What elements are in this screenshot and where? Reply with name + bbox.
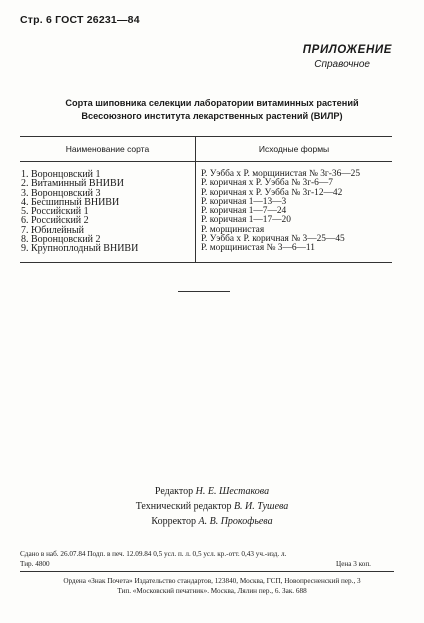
editor-line	[0, 486, 424, 497]
appendix-title: ПРИЛОЖЕНИЕ	[302, 44, 392, 56]
table-row-name: 1. Воронцовский 1	[21, 169, 101, 180]
column-header-forms: Исходные формы	[258, 144, 330, 154]
table-row-forms: Р. коричная х Р. Уэбба № 3г-6—7	[201, 178, 333, 189]
table-row-forms: Р. Уэбба х Р. коричная № 3—25—45	[201, 234, 345, 245]
table-bottom-rule	[20, 262, 392, 263]
tech-editor-label: Технический редактор	[135, 501, 232, 512]
table-column-divider	[195, 136, 196, 263]
table-row-forms: Р. Уэбба х Р. морщинистая № 3г-36—25	[201, 169, 361, 179]
table-row-forms: Р. морщинистая	[201, 224, 265, 235]
column-header-variety: Наименование сорта	[65, 144, 150, 154]
table-row-name: 9. Крупноплодный ВНИВИ	[21, 243, 139, 255]
table-row-name: 8. Воронцовский 2	[21, 234, 101, 246]
corrector-line	[0, 516, 424, 527]
printer-line: Тип. «Московский печатник». Москва, Лялин пер., 6. Зак. 688	[117, 587, 307, 595]
table-row-forms: Р. морщинистая № 3—6—11	[201, 243, 315, 254]
table-row-name: 3. Воронцовский 3	[21, 187, 101, 199]
corrector-name: А. В. Прокофьева	[198, 516, 273, 527]
table-row-name: 7. Юбилейный	[21, 224, 84, 236]
tech-editor-name: В. И. Тушева	[233, 501, 289, 512]
variety-names-column	[21, 170, 193, 254]
publisher-line: Ордена «Знак Почета» Издательство стандартов, 123840, Москва, ГСП, Новопресненский пер., 3	[63, 577, 361, 585]
table-row-name: 4. Бесшипный ВНИВИ	[21, 196, 120, 208]
table-row-forms: Р. коричная 1—13—3	[201, 196, 287, 207]
tech-editor-line	[0, 501, 424, 512]
document-title-line1: Сорта шиповника селекции лаборатории витаминных растений	[65, 98, 359, 108]
corrector-label: Корректор	[151, 516, 196, 527]
table-top-rule	[20, 136, 392, 137]
table-row-forms: Р. коричная х Р. Уэбба № 3г-12—42	[201, 187, 343, 198]
source-forms-column	[201, 170, 393, 254]
section-separator	[178, 291, 230, 292]
imprint-circulation: Тир. 4800	[20, 560, 50, 568]
imprint-price: Цена 3 коп.	[336, 560, 371, 568]
page-header: Стр. 6 ГОСТ 26231—84	[20, 14, 140, 26]
table-row-forms: Р. коричная 1—7—24	[201, 206, 287, 217]
table-row-name: 2. Витаминный ВНИВИ	[21, 178, 124, 190]
table-row-name: 5. Российский 1	[21, 206, 89, 218]
table-row-forms: Р. коричная 1—17—20	[201, 215, 291, 226]
table-header-rule	[20, 161, 392, 162]
varieties-table	[20, 136, 392, 263]
footer-rule	[20, 571, 394, 572]
editor-label: Редактор	[154, 486, 194, 497]
appendix-subtitle: Справочное	[314, 59, 370, 70]
document-title-line2: Всесоюзного института лекарственных растений (ВИЛР)	[81, 111, 343, 121]
imprint-line1: Сдано в наб. 26.07.84 Подп. в печ. 12.09.84 0,5 усл. п. л. 0,5 усл. кр.-отт. 0,43 уч.-изд. л.	[20, 550, 287, 558]
table-row-name: 6. Российский 2	[21, 215, 89, 227]
editor-name: Н. Е. Шестакова	[195, 486, 270, 497]
